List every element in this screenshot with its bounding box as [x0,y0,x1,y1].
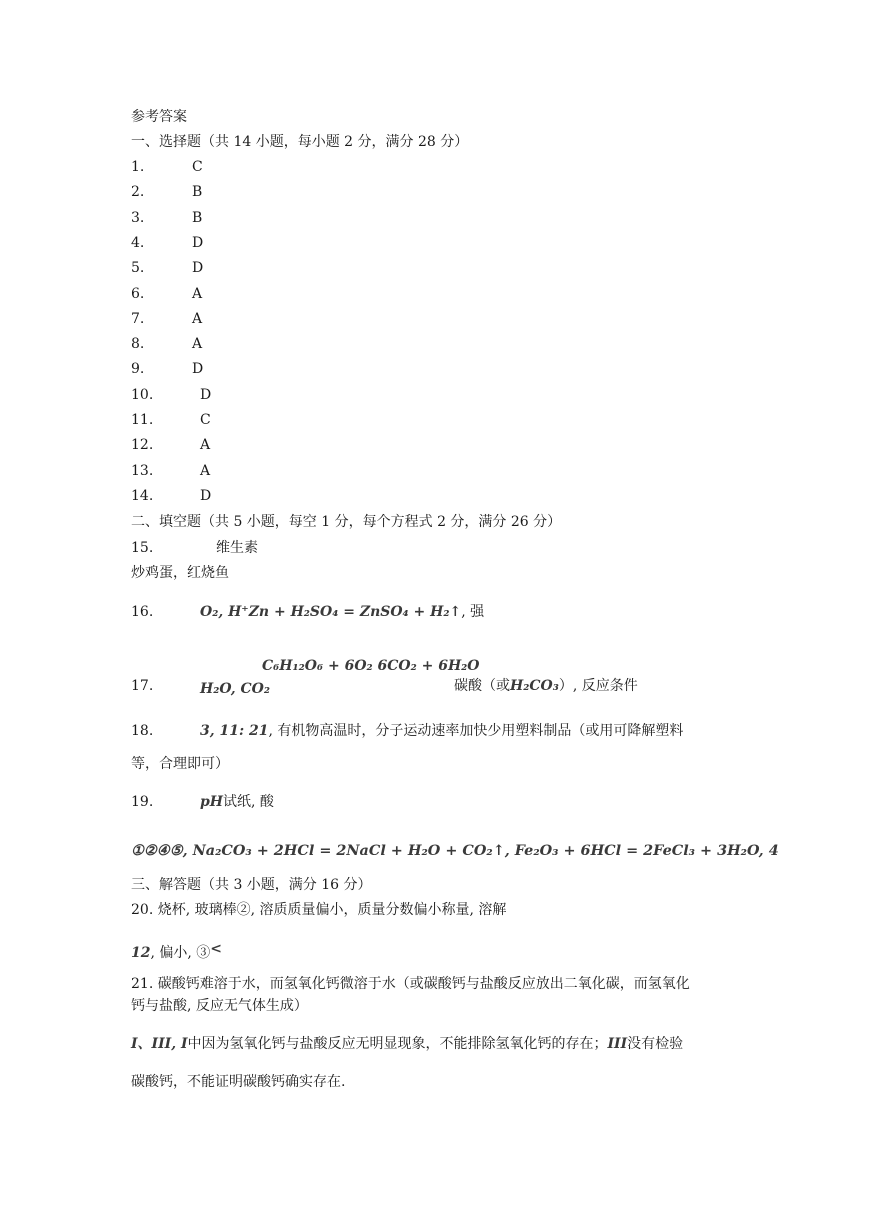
q16-answer [200,603,484,621]
mc-item-number: 13. [131,463,154,479]
q19-line2: ①②④⑤, Na₂CO₃ + 2HCl = 2NaCl + H₂O + CO₂↑, Fe₂O₃ + 6HCl = 2FeCl₃ + 3H₂O, 4 [131,842,779,859]
q17-math: H₂O, CO₂ [200,681,270,697]
q19-text: 试纸, 酸 [223,794,274,810]
mc-item-number: 14. [131,488,154,504]
mc-item-answer: C [192,159,203,175]
mc-item-number: 5. [131,260,145,276]
q15-line2: 炒鸡蛋，红烧鱼 [131,565,229,581]
q18-line2: 等，合理即可） [131,756,229,772]
q21-text: 中因为氢氧化钙与盐酸反应无明显现象，不能排除氢氧化钙的存在； [187,1036,608,1052]
q18-text: , 有机物高温时，分子运动速率加快少用塑料制品（或用可降解塑料 [268,723,684,739]
q20-symbol: < [210,941,223,957]
mc-item-number: 9. [131,361,145,377]
q21-line2: 钙与盐酸, 反应无气体生成） [131,998,308,1014]
mc-item-number: 8. [131,336,145,352]
section3-heading: 三、解答题（共 3 小题，满分 16 分） [131,877,372,893]
q19-number: 19. [131,794,154,810]
mc-item-answer: D [200,488,212,504]
q20-line1: 20. 烧杯, 玻璃棒②, 溶质质量偏小，质量分数偏小称量, 溶解 [131,902,507,918]
q20-text: , 偏小, ③ [150,945,211,961]
q18-number: 18. [131,723,154,739]
mc-item-answer: D [192,361,204,377]
section2-heading: 二、填空题（共 5 小题，每空 1 分，每个方程式 2 分，满分 26 分） [131,514,562,530]
q21-math2: III [607,1036,628,1052]
mc-item-answer: B [192,210,203,226]
mc-item-number: 7. [131,311,145,327]
q20-math: 12 [131,945,151,961]
q21-line1: 21. 碳酸钙难溶于水，而氢氧化钙微溶于水（或碳酸钙与盐酸反应放出二氧化碳，而氢氧化 [131,976,690,992]
q17-text: 碳酸（或 [454,678,510,694]
q17-equation-top: C₆H₁₂O₆ + 6O₂ 6CO₂ + 6H₂O [262,658,480,674]
section1-heading: 一、选择题（共 14 小题，每小题 2 分，满分 28 分） [131,134,469,150]
q18-math: 3, 11: 21 [200,723,269,739]
mc-item-answer: A [200,463,211,479]
mc-item-number: 6. [131,286,145,302]
mc-item-number: 1. [131,159,145,175]
q19-answer [200,793,274,811]
q16-text: , 强 [461,604,485,620]
q20-line2 [131,940,222,962]
mc-item-answer: D [192,235,204,251]
q21-math: I、III, I [131,1036,188,1052]
q21-line4: 碳酸钙，不能证明碳酸钙确实存在. [131,1074,346,1090]
q21-text2: 没有检验 [627,1036,684,1052]
mc-item-number: 12. [131,437,154,453]
answer-title: 参考答案 [131,109,187,125]
mc-item-number: 10. [131,387,154,403]
mc-item-answer: C [200,412,211,428]
q15-number: 15. [131,540,154,556]
q17-math2: H₂CO₃ [510,678,559,694]
mc-item-answer: A [192,336,203,352]
mc-item-number: 4. [131,235,145,251]
q17-text2: ）, 反应条件 [558,678,638,694]
mc-item-answer: A [200,437,211,453]
q15-answer: 维生素 [216,540,258,556]
q21-line3 [131,1035,683,1053]
mc-item-number: 11. [131,412,154,428]
q16-number: 16. [131,604,154,620]
mc-item-number: 2. [131,184,145,200]
mc-item-answer: A [192,286,203,302]
mc-item-number: 3. [131,210,145,226]
q16-equation: O₂, H⁺Zn + H₂SO₄ = ZnSO₄ + H₂↑ [200,604,462,620]
mc-item-answer: D [200,387,212,403]
q17-answer [454,677,638,695]
mc-item-answer: A [192,311,203,327]
q19-math: pH [200,794,224,810]
q18-answer [200,722,683,740]
q17-number: 17. [131,678,154,694]
mc-item-answer: B [192,184,203,200]
mc-item-answer: D [192,260,204,276]
